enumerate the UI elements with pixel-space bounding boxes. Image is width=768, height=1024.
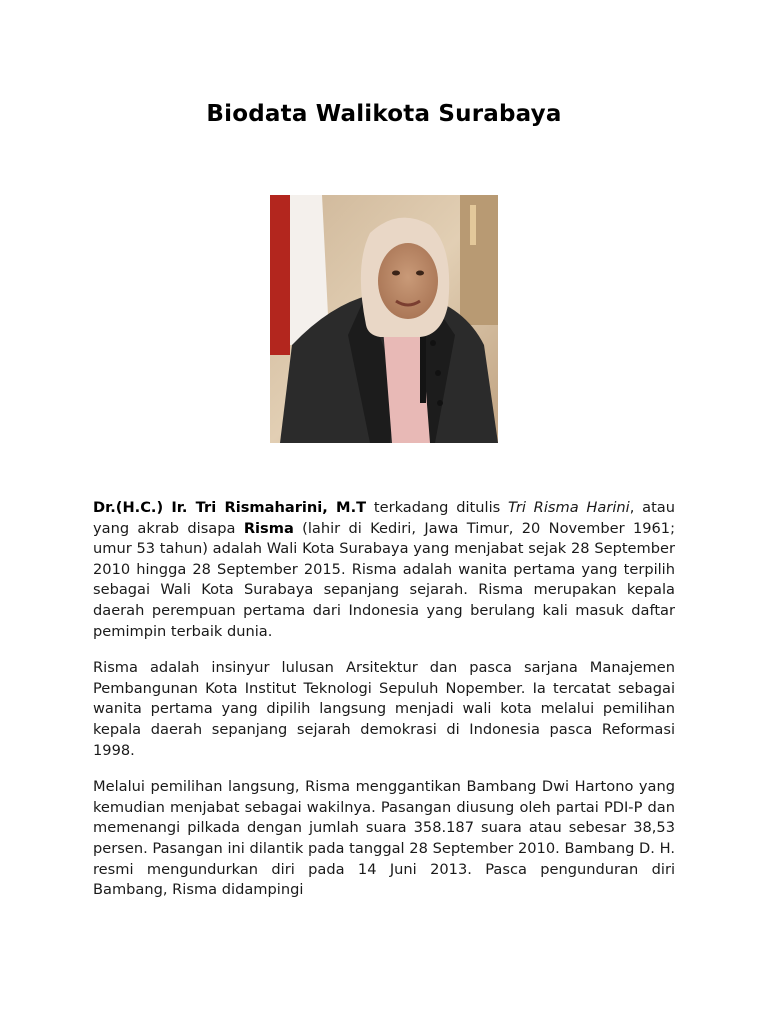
paragraph-election: Melalui pemilihan langsung, Risma menggantikan Bambang Dwi Hartono yang kemudian menjabat sebagai wakilnya. Pasangan diusung oleh partai PDI-P dan memenangi pilkada dengan jumlah suara 358.187 suara atau sebesar 38,53 persen. Pasangan ini dilantik pada tanggal 28 September 2010. Bambang D. H. resmi mengundurkan diri pada 14 Juni 2013. Pasca pengunduran diri Bambang, Risma didampingi bbox=[93, 778, 675, 899]
nickname: Risma bbox=[243, 519, 294, 537]
paragraph-text: terkadang ditulis bbox=[366, 499, 509, 516]
page-title: Biodata Walikota Surabaya bbox=[206, 101, 562, 127]
full-name: Dr.(H.C.) Ir. Tri Rismaharini, M.T bbox=[93, 499, 367, 516]
alias-name: Tri Risma Harini bbox=[508, 499, 630, 516]
portrait-photo bbox=[270, 195, 498, 443]
paragraph-text: (lahir di Kediri, Jawa Timur, 20 November 1961; umur 53 tahun) adalah Wali Kota Surabaya yang menjabat sejak 28 September 2010 hingga 28 September 2015. Risma adalah wanita pertama yang terpilih sebagai Wali Kota Surabaya sepanjang sejarah. Risma merupakan kepala daerah perempuan pertama dari Indonesia yang berulang kali masuk daftar pemimpin terbaik dunia. bbox=[93, 519, 675, 640]
paragraph-intro bbox=[93, 498, 675, 642]
paragraph-education: Risma adalah insinyur lulusan Arsitektur dan pasca sarjana Manajemen Pembangunan Kota Institut Teknologi Sepuluh Nopember. Ia tercatat sebagai wanita pertama yang dipilih langsung menjadi wali kota melalui pemilihan kepala daerah sepanjang sejarah demokrasi di Indonesia pasca Reformasi 1998. bbox=[93, 659, 675, 759]
paragraph-text: , atau yang akrab disapa bbox=[93, 499, 675, 537]
biography-text bbox=[93, 498, 675, 917]
